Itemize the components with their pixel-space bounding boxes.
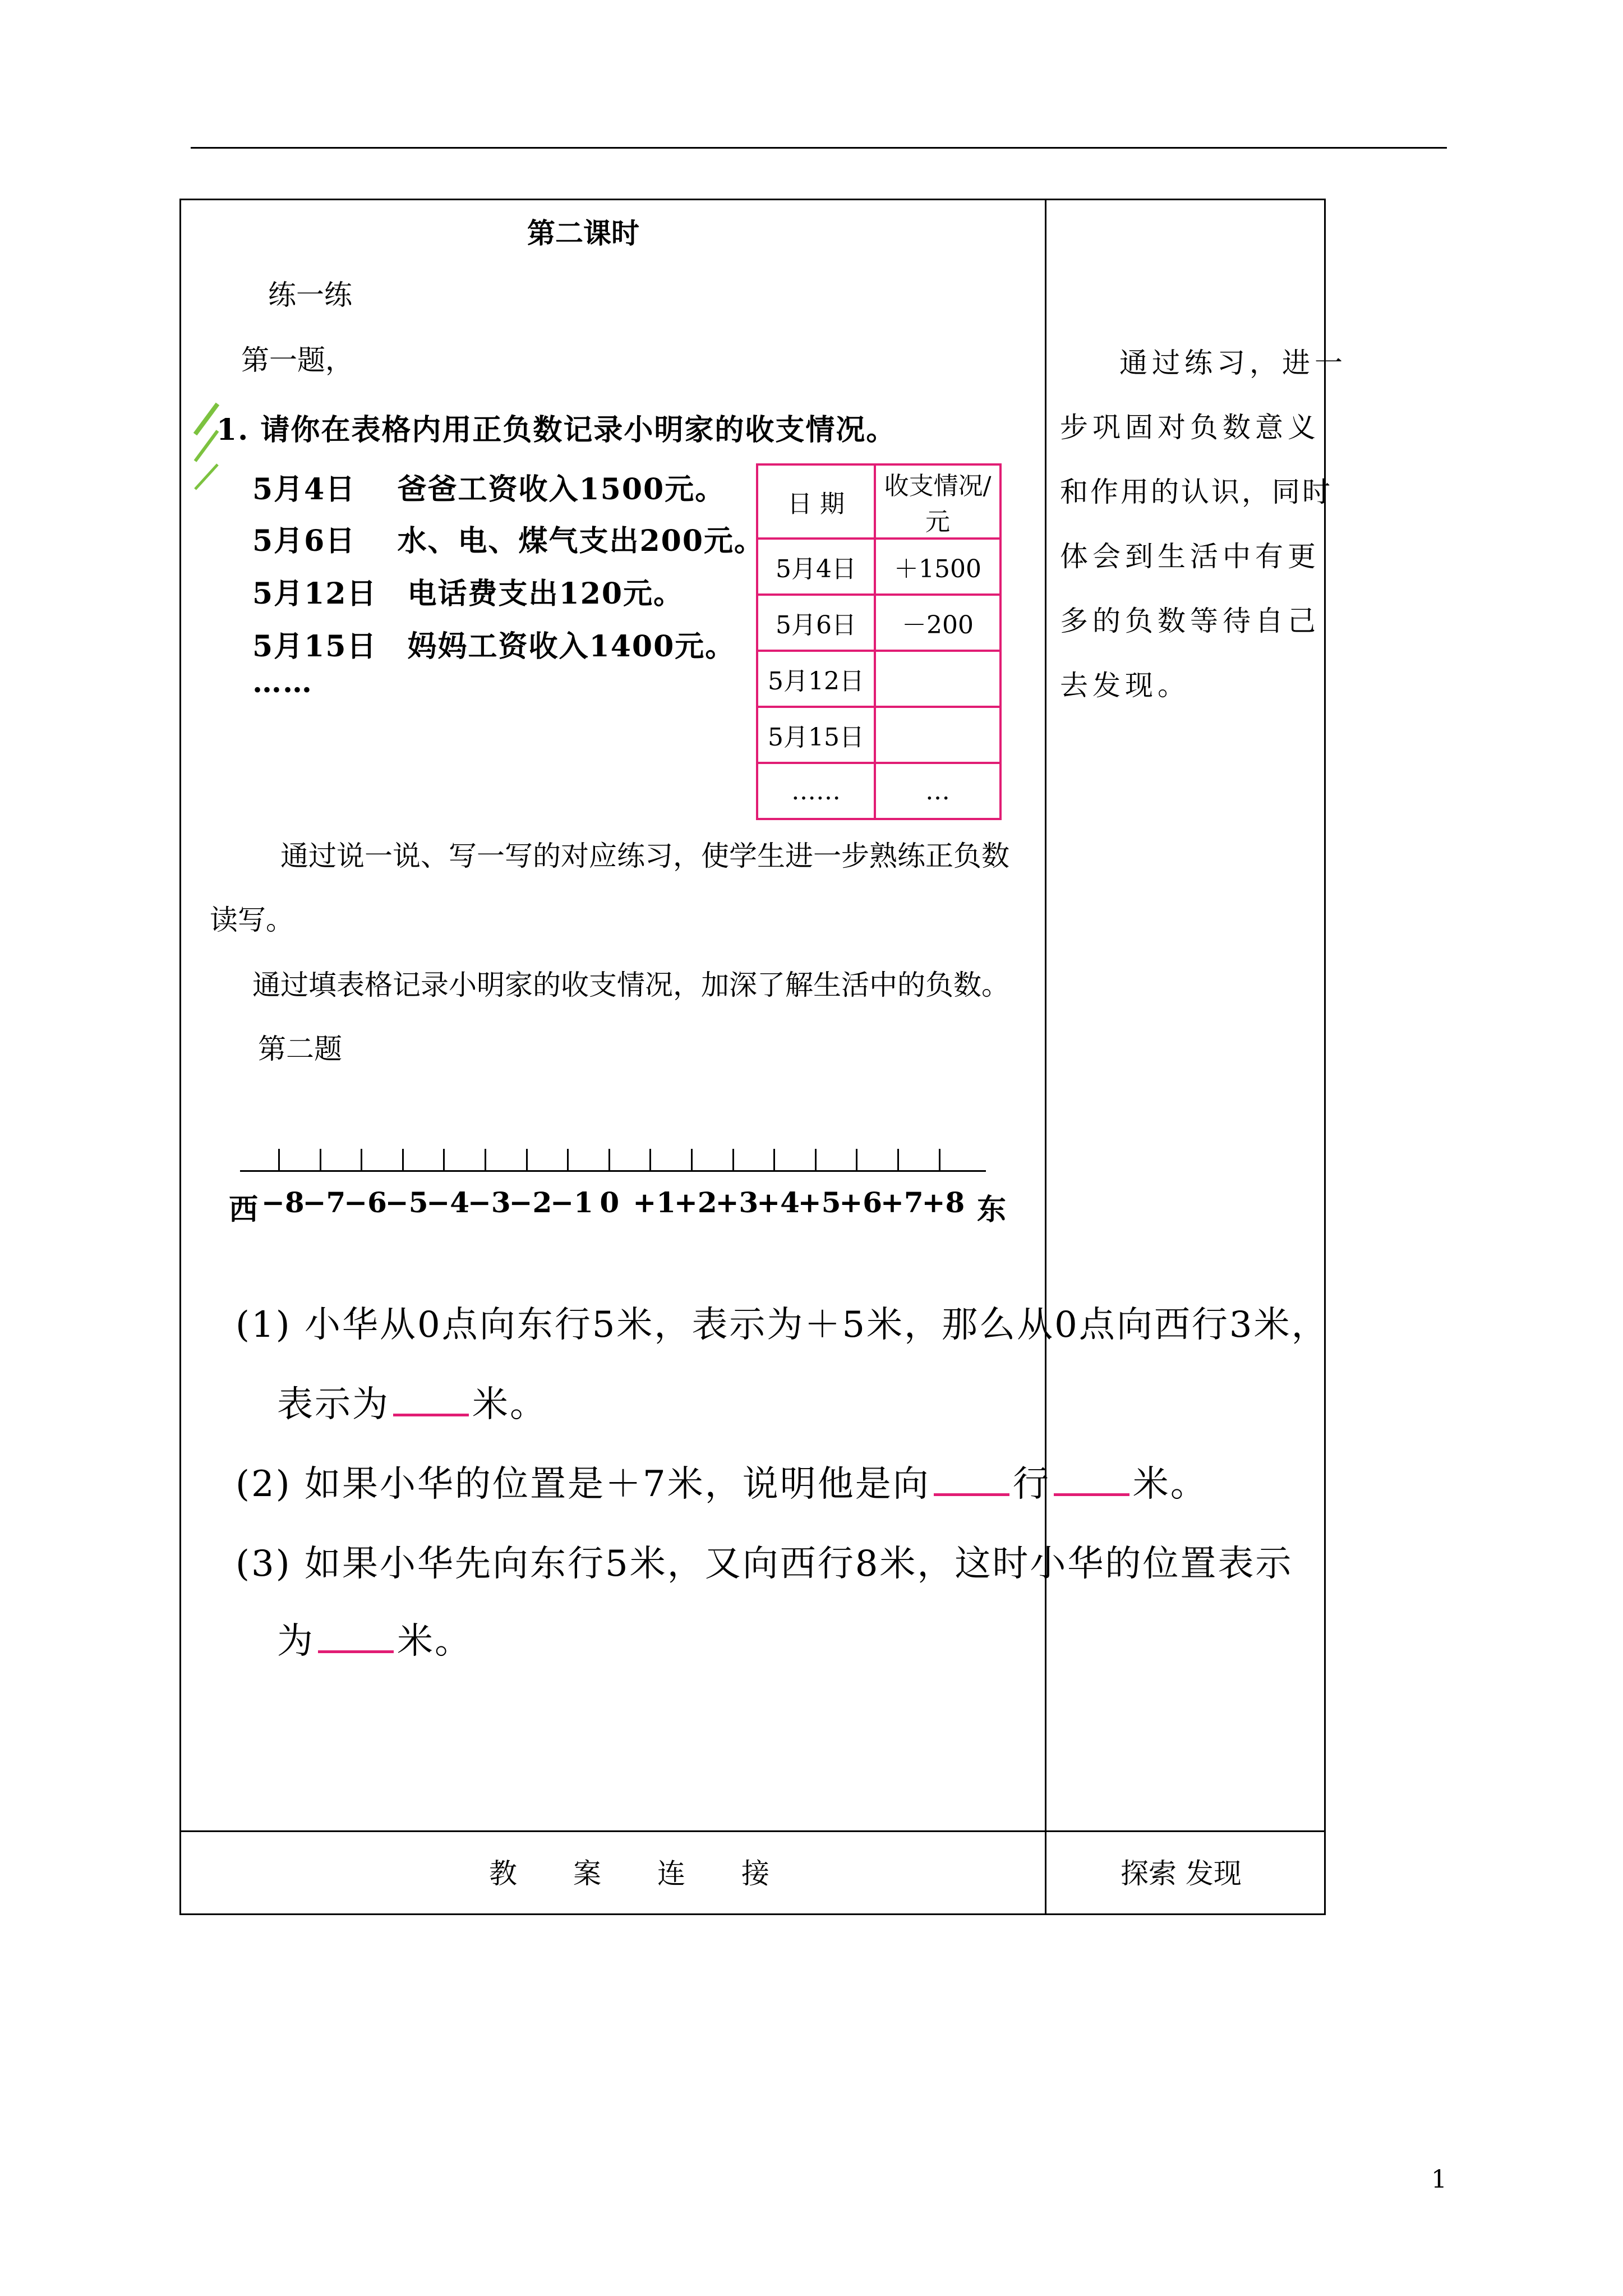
number-line-label: −4 bbox=[426, 1186, 470, 1219]
exercise-2-q1-line1: (1) 小华从0点向东行5米，表示为＋5米，那么从0点向西行3米， bbox=[236, 1304, 1329, 1346]
footer-left-label: 教 案 连 接 bbox=[489, 1857, 769, 1890]
exercise-2-q1-line2 bbox=[277, 1375, 547, 1427]
number-line-label: +4 bbox=[757, 1186, 800, 1219]
entry-1: 5月4日 爸爸工资收入1500元。 bbox=[252, 472, 726, 507]
q1-unit: 米。 bbox=[472, 1384, 547, 1425]
number-line-axis bbox=[240, 1170, 986, 1172]
number-line-tick bbox=[815, 1149, 817, 1170]
number-line-west: 西 bbox=[229, 1193, 260, 1227]
q1-text: 表示为 bbox=[277, 1384, 390, 1425]
number-line-label: −8 bbox=[261, 1186, 305, 1219]
number-line-label: −7 bbox=[302, 1186, 346, 1219]
lesson-title: 第二课时 bbox=[527, 217, 639, 250]
table-header-date: 日 期 bbox=[757, 464, 875, 539]
number-line-tick bbox=[320, 1149, 321, 1170]
number-line-label: +5 bbox=[797, 1186, 841, 1219]
answer-blank[interactable] bbox=[1054, 1488, 1129, 1496]
question-2-label: 第二题 bbox=[258, 1033, 342, 1065]
sidebar-line-2: 步巩固对负数意义 bbox=[1060, 411, 1320, 444]
answer-blank[interactable] bbox=[934, 1488, 1009, 1496]
table-cell: 5月12日 bbox=[757, 651, 875, 707]
exercise-2-q3-line1: (3) 如果小华先向东行5米，又向西行8米，这时小华的位置表示 bbox=[236, 1543, 1293, 1585]
entry-4: 5月15日 妈妈工资收入1400元。 bbox=[252, 629, 736, 664]
table-cell: … bbox=[875, 763, 1000, 819]
number-line-tick bbox=[361, 1149, 362, 1170]
number-line-tick bbox=[608, 1149, 610, 1170]
number-line-label: +6 bbox=[839, 1186, 883, 1219]
table-cell: 5月6日 bbox=[757, 595, 875, 651]
record-table bbox=[756, 463, 1002, 820]
number-line-tick bbox=[485, 1149, 486, 1170]
sidebar-line-6: 去发现。 bbox=[1060, 669, 1190, 702]
footer-right-label: 探索 发现 bbox=[1121, 1857, 1242, 1890]
table-cell: ＋1500 bbox=[875, 539, 1000, 595]
q2-unit: 米。 bbox=[1132, 1464, 1208, 1505]
footer-divider bbox=[179, 1830, 1326, 1832]
header-rule bbox=[191, 147, 1447, 149]
exercise-2-q2 bbox=[236, 1455, 1208, 1507]
number-line-label: 0 bbox=[600, 1186, 620, 1219]
q2-text: (2) 如果小华的位置是＋7米，说明他是向 bbox=[236, 1464, 930, 1505]
entry-3: 5月12日 电话费支出120元。 bbox=[252, 577, 684, 611]
answer-blank[interactable] bbox=[318, 1645, 394, 1653]
number-line-label: +2 bbox=[674, 1186, 717, 1219]
q3-text: 为 bbox=[277, 1621, 315, 1662]
number-line-tick bbox=[402, 1149, 404, 1170]
number-line-label: +8 bbox=[921, 1186, 965, 1219]
number-line-label: −3 bbox=[468, 1186, 511, 1219]
column-divider bbox=[1045, 199, 1046, 1915]
number-line-tick bbox=[691, 1149, 693, 1170]
page-number: 1 bbox=[1431, 2165, 1447, 2194]
answer-blank[interactable] bbox=[393, 1408, 469, 1416]
table-cell: 5月4日 bbox=[757, 539, 875, 595]
exercise-2-q3-line2 bbox=[277, 1612, 472, 1664]
q2-text-mid: 行 bbox=[1012, 1464, 1050, 1505]
table-cell-empty bbox=[875, 707, 1000, 763]
table-cell-empty bbox=[875, 651, 1000, 707]
table-cell: 5月15日 bbox=[757, 707, 875, 763]
number-line-label: −1 bbox=[550, 1186, 593, 1219]
number-line-tick bbox=[278, 1149, 280, 1170]
number-line-tick bbox=[649, 1149, 651, 1170]
paragraph-1-line-2: 读写。 bbox=[210, 904, 294, 936]
exercise-1-prompt: 1. 请你在表格内用正负数记录小明家的收支情况。 bbox=[216, 413, 897, 447]
number-line-label: +3 bbox=[715, 1186, 759, 1219]
number-line-east: 东 bbox=[977, 1193, 1008, 1227]
paragraph-1-line-1: 通过说一说、写一写的对应练习，使学生进一步熟练正负数 bbox=[280, 840, 1009, 872]
practice-heading: 练一练 bbox=[268, 279, 352, 311]
q3-unit: 米。 bbox=[397, 1621, 472, 1662]
number-line-label: +7 bbox=[880, 1186, 924, 1219]
number-line-label: −6 bbox=[344, 1186, 387, 1219]
sidebar-line-1: 通过练习，进一 bbox=[1119, 347, 1347, 379]
number-line-tick bbox=[567, 1149, 569, 1170]
entry-2: 5月6日 水、电、煤气支出200元。 bbox=[252, 524, 765, 558]
sidebar-line-4: 体会到生活中有更 bbox=[1060, 540, 1320, 573]
number-line-tick bbox=[732, 1149, 734, 1170]
sidebar-line-3: 和作用的认识，同时 bbox=[1060, 476, 1332, 508]
entry-ellipsis: …… bbox=[252, 665, 313, 700]
question-1-label: 第一题， bbox=[241, 344, 353, 376]
number-line-tick bbox=[939, 1149, 940, 1170]
paragraph-2: 通过填表格记录小明家的收支情况，加深了解生活中的负数。 bbox=[252, 969, 1009, 1001]
number-line-label: +1 bbox=[633, 1186, 676, 1219]
number-line-label: −5 bbox=[385, 1186, 428, 1219]
table-header-amount: 收支情况/元 bbox=[875, 464, 1000, 539]
number-line-tick bbox=[443, 1149, 445, 1170]
number-line-tick bbox=[856, 1149, 857, 1170]
number-line-tick bbox=[773, 1149, 775, 1170]
table-cell: …… bbox=[757, 763, 875, 819]
number-line-tick bbox=[526, 1149, 528, 1170]
table-cell: －200 bbox=[875, 595, 1000, 651]
number-line-label: −2 bbox=[509, 1186, 552, 1219]
sidebar-line-5: 多的负数等待自己 bbox=[1060, 605, 1320, 637]
number-line-tick bbox=[897, 1149, 899, 1170]
